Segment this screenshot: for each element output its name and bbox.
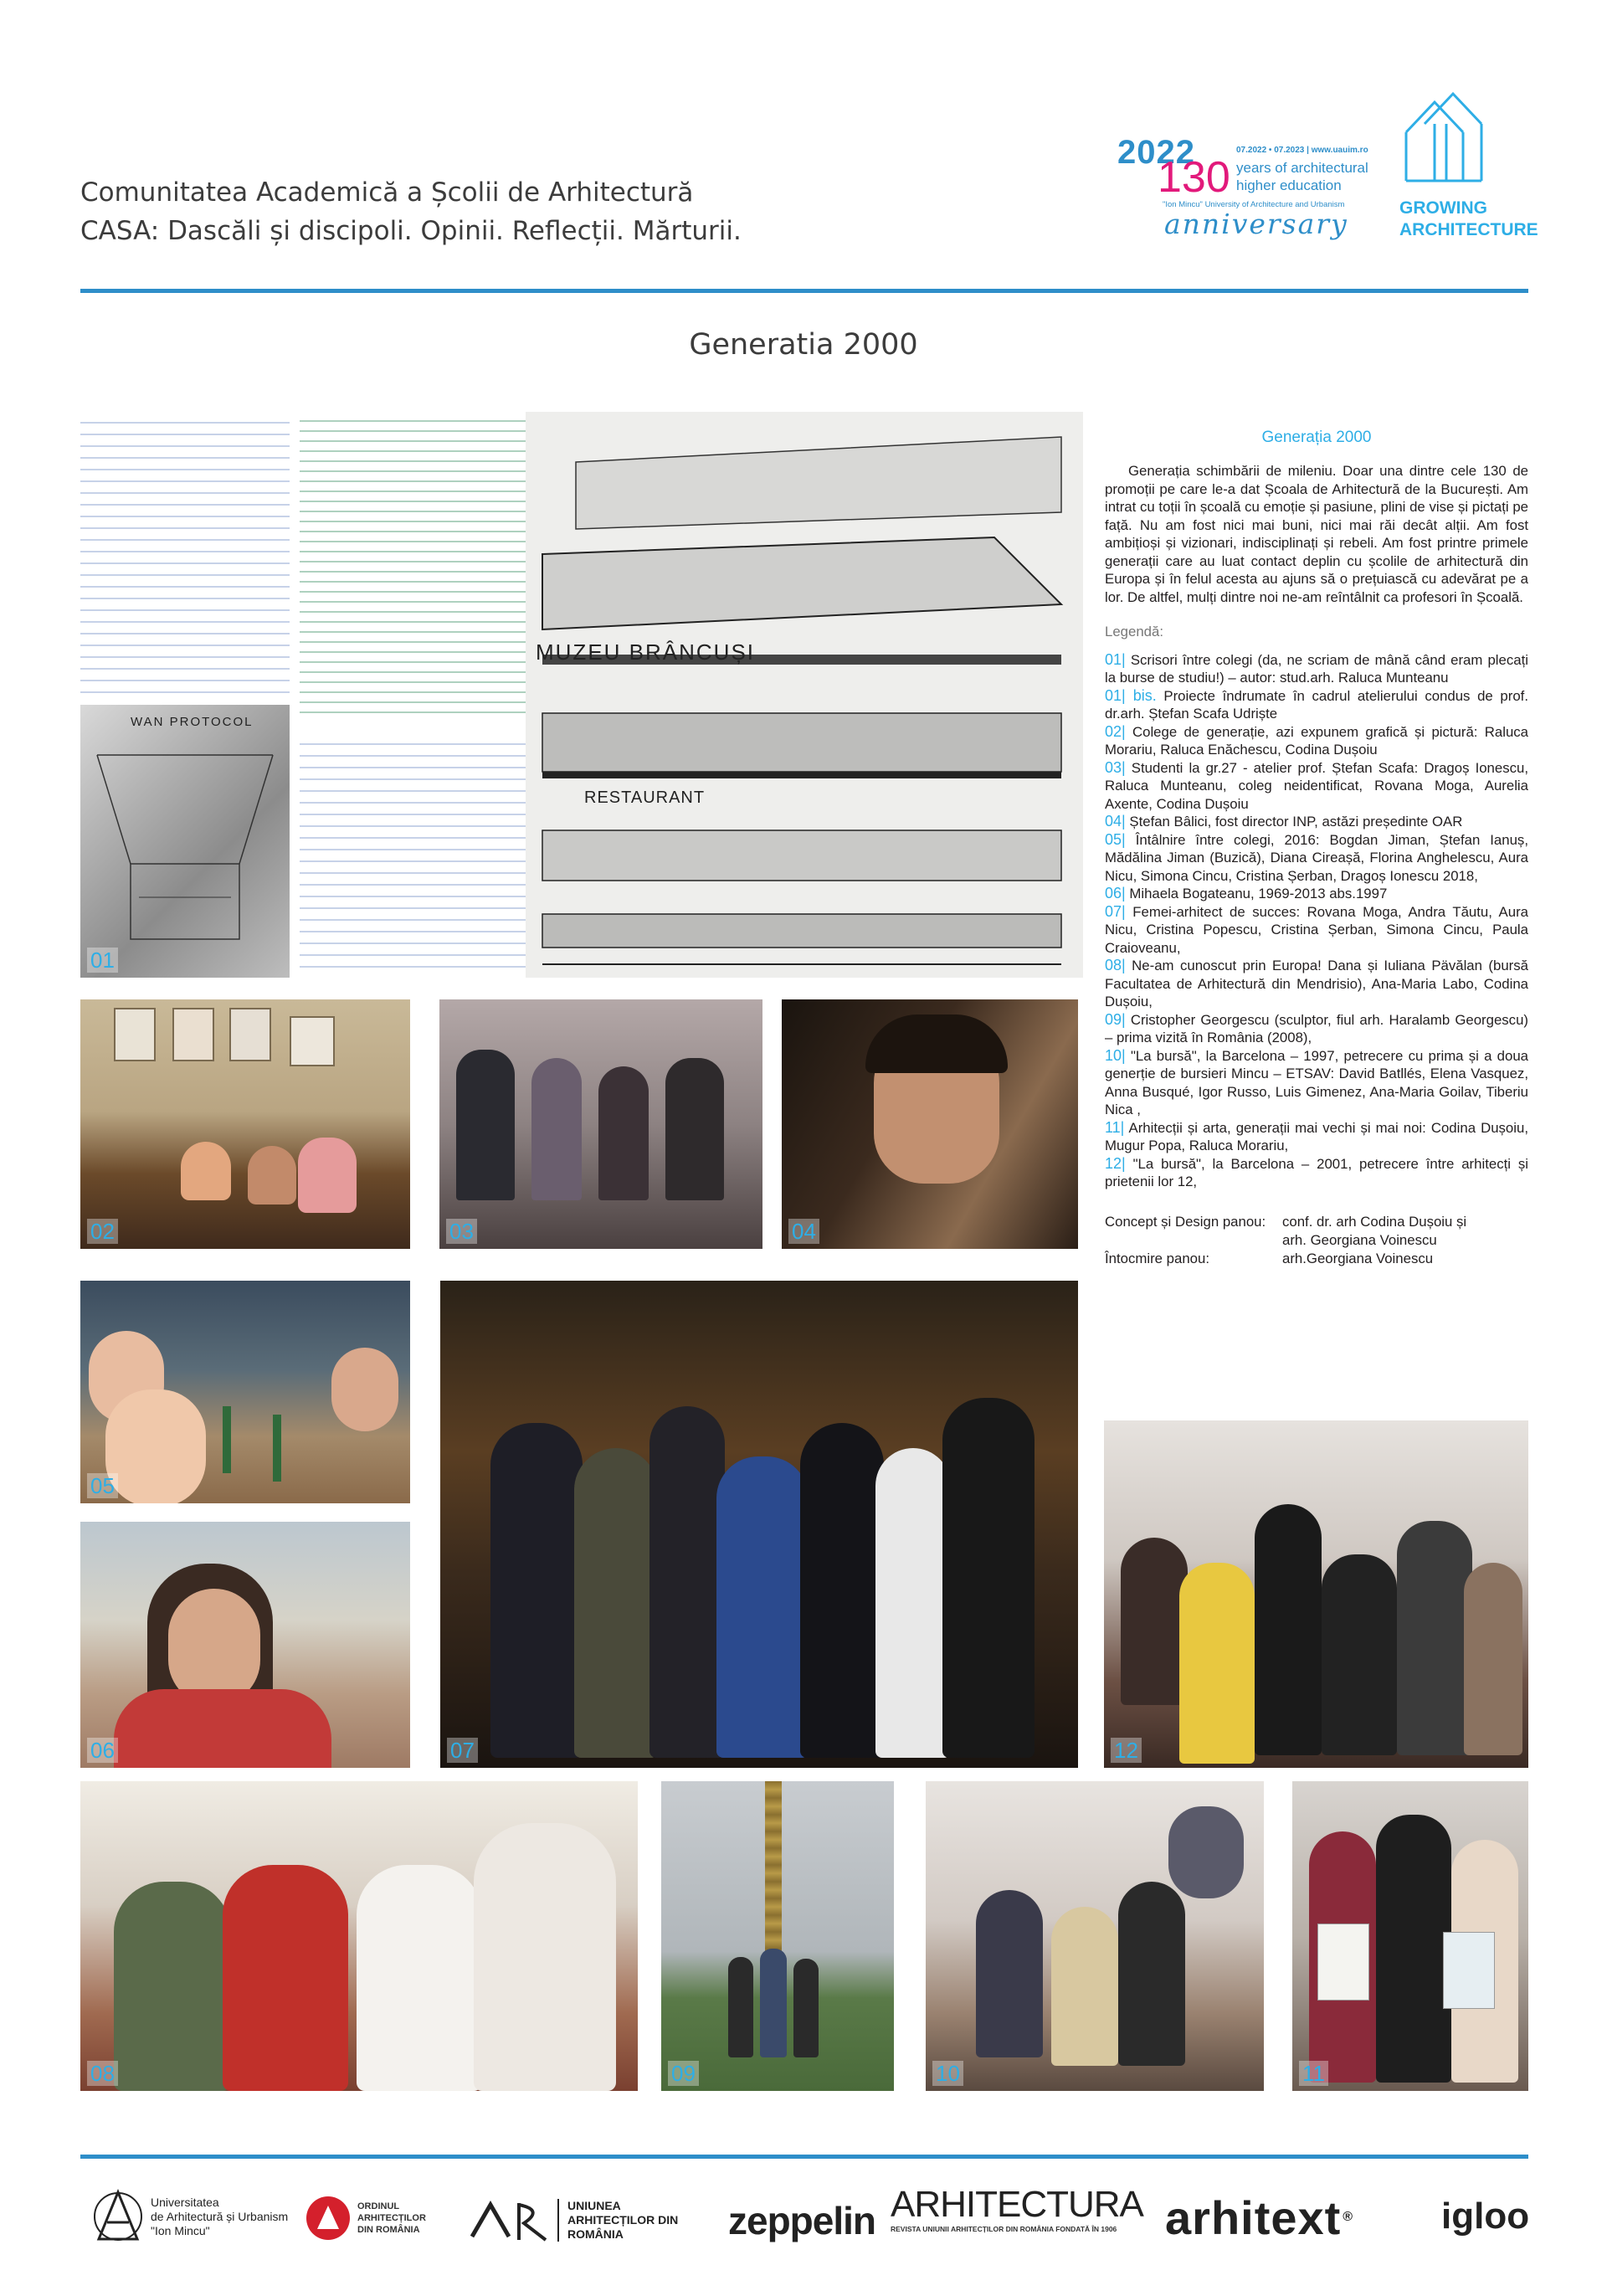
person	[665, 1058, 724, 1200]
person	[574, 1448, 658, 1758]
person	[1397, 1521, 1472, 1755]
photo-08	[80, 1781, 638, 2091]
framed-picture	[114, 1008, 156, 1061]
igloo-logo: igloo	[1441, 2196, 1530, 2237]
person	[490, 1423, 583, 1758]
credit-row	[1105, 1231, 1528, 1250]
scarf	[114, 1689, 331, 1768]
uauim-line: de Arhitectură și Urbanism	[151, 2209, 289, 2223]
handwritten-letter-2	[300, 412, 527, 718]
photo-04	[782, 999, 1078, 1249]
person	[223, 1865, 348, 2091]
legend-number: 07|	[1105, 902, 1126, 920]
legend-item	[1105, 759, 1528, 814]
person	[248, 1146, 296, 1205]
person	[760, 1949, 787, 2057]
legend-number: 02|	[1105, 722, 1126, 740]
credit-key	[1105, 1231, 1282, 1250]
registered-icon: ®	[1343, 2210, 1354, 2224]
photo-09	[661, 1781, 894, 2091]
person	[474, 1823, 616, 2091]
legend-number: 04|	[1105, 813, 1126, 830]
photo-11	[1292, 1781, 1528, 2091]
anniversary-line2: higher education	[1236, 177, 1342, 193]
person	[942, 1398, 1035, 1758]
legend-text: Ne-am cunoscut prin Europa! Dana și Iuliana Pävălan (bursă Facultatea de Arhitectură din Mendrisio), Ana-Maria Labo, Codina Dușoiu,	[1105, 958, 1528, 1009]
photo-number: 03	[446, 1219, 477, 1244]
legend-item	[1105, 903, 1528, 958]
legend-number: 06|	[1105, 885, 1126, 901]
person	[1255, 1504, 1322, 1755]
legend-text: "La bursă", la Barcelona – 1997, petrecere cu prima și a doua generție de bursieri Mincu – ETSAV: David Batllés, Elena Vasquez, Anna Busqué, Igor Russo, Luis Gimenez, Ana-Maria Goilav, Tiberiu Nica ,	[1105, 1047, 1528, 1117]
photo-number: 11	[1299, 2061, 1328, 2086]
oar-line: DIN ROMÂNIA	[357, 2225, 420, 2235]
photo-01	[80, 412, 1083, 978]
oar-line: ARHITECȚILOR	[357, 2213, 426, 2223]
person	[1376, 1815, 1451, 2083]
uar-line: UNIUNEA	[567, 2198, 621, 2212]
legend-number: 08|	[1105, 957, 1126, 973]
credit-key: Întocmire panou:	[1105, 1250, 1209, 1266]
photo-number: 08	[87, 2061, 118, 2086]
interior-sketch	[80, 705, 290, 978]
person	[1464, 1563, 1522, 1755]
credits	[1105, 1213, 1528, 1268]
oar-name	[357, 2201, 426, 2236]
arhitext-wordmark: arhitext	[1165, 2191, 1342, 2244]
legend-item	[1105, 1047, 1528, 1119]
hair	[865, 1014, 1008, 1073]
uar-line: ROMÂNIA	[567, 2227, 624, 2241]
legend-text: Ștefan Bâlici, fost director INP, astăzi președinte OAR	[1129, 814, 1463, 830]
anniversary-script: anniversary	[1164, 208, 1348, 240]
legend-text: Arhitecții și arta, generații mai vechi și mai noi: Codina Dușoiu, Mugur Popa, Raluca Morariu,	[1105, 1119, 1528, 1153]
header-line-2: CASA: Dascăli și discipoli. Opinii. Reflecții. Mărturii.	[80, 216, 742, 246]
person	[598, 1066, 649, 1200]
panel-intro: Generația schimbării de mileniu. Doar una dintre cele 130 de promoții pe care le-a dat Școala de Arhitectură de la București. Am intrat cu toții în școală cu emoție și pasiune, plini de vise și pictați pe față. Nu am fost nici mai buni, nici mai răi decât alții. Am fost ambițioși și vizionari, indisciplinați și rebeli. Am fost printre primele generații care au luat contact deplin cu școlile de arhitectură din Europa și în felul acesta au ajuns să o prețuiască cu adevărat pe a lor. De altfel, mulți dintre noi ne-am reîntâlnit ca profesori în Școală.	[1105, 463, 1528, 605]
artwork	[1443, 1932, 1495, 2009]
photo-number: 12	[1111, 1738, 1142, 1763]
legend-text: Studenti la gr.27 - atelier prof. Ștefan Scafa: Dragoș Ionescu, Raluca Munteanu, coleg neidentificat, Rovana Moga, Aurelia Axente, Codina Dușoiu	[1105, 759, 1529, 812]
person	[1121, 1538, 1188, 1705]
arhitext-logo	[1165, 2188, 1353, 2247]
person	[800, 1423, 884, 1758]
drawing-label-restaurant: RESTAURANT	[584, 788, 706, 807]
footer-divider	[80, 2155, 1528, 2159]
anniversary-number: 130	[1158, 153, 1230, 202]
framed-picture	[290, 1016, 335, 1066]
legend-item	[1105, 831, 1528, 886]
person	[1118, 1882, 1185, 2066]
legend-text: Femei-arhitect de succes: Rovana Moga, Andra Tăutu, Aura Nicu, Cristina Popescu, Cristina Șerban, Simona Cincu, Paula Craioveanu,	[1105, 903, 1528, 956]
person	[1051, 1907, 1118, 2066]
credit-value: arh. Georgiana Voinescu	[1282, 1231, 1437, 1248]
anniversary-line3: "Ion Mincu" University of Architecture and Urbanism	[1163, 200, 1345, 209]
uauim-name	[151, 2196, 288, 2238]
photo-12	[1104, 1420, 1528, 1768]
legend-number: 01|	[1105, 650, 1126, 668]
photo-10	[926, 1781, 1264, 2091]
photo-06	[80, 1522, 410, 1768]
anniversary-line1: years of architectural	[1236, 160, 1368, 176]
person	[728, 1957, 753, 2057]
page-title: Generatia 2000	[689, 328, 918, 362]
legend-text: Cristopher Georgescu (sculptor, fiul arh. Haralamb Georgescu) – prima vizită în România (2008),	[1105, 1011, 1528, 1045]
legend-item	[1105, 1011, 1528, 1047]
photo-02	[80, 999, 410, 1249]
photo-number: 04	[788, 1219, 819, 1244]
handwritten-letter-3	[300, 733, 527, 978]
uauim-line: Universitatea	[151, 2195, 219, 2209]
uauim-line: "Ion Mincu"	[151, 2223, 210, 2237]
photo-number: 06	[87, 1738, 118, 1763]
person	[298, 1138, 357, 1213]
anniversary-logo	[1117, 134, 1385, 251]
person	[357, 1865, 482, 2091]
legend-text: Proiecte îndrumate în cadrul atelierului condus de prof. dr.arh. Ștefan Scafa Udriște	[1105, 687, 1528, 722]
legend-number: 01| bis.	[1105, 686, 1157, 704]
photo-number: 07	[447, 1738, 478, 1763]
bottle	[223, 1406, 231, 1473]
uauim-logo	[92, 2186, 288, 2247]
person	[114, 1882, 231, 2091]
person	[793, 1959, 819, 2057]
legend-number: 10|	[1105, 1046, 1126, 1064]
legend-item	[1105, 687, 1528, 723]
face	[168, 1589, 260, 1706]
growing-architecture-logo	[1399, 90, 1491, 182]
sketch-lines	[80, 705, 290, 978]
legend-text: Mihaela Bogateanu, 1969-2013 abs.1997	[1129, 886, 1388, 901]
person	[875, 1448, 951, 1758]
person	[456, 1050, 515, 1200]
bottle	[273, 1415, 281, 1482]
anniversary-year: 2022	[1117, 134, 1195, 171]
photo-07	[440, 1281, 1078, 1768]
photo-number: 05	[87, 1473, 118, 1498]
panel-title: Generația 2000	[1261, 429, 1372, 446]
photo-number: 10	[932, 2061, 963, 2086]
legend-item	[1105, 1155, 1528, 1191]
face	[105, 1389, 206, 1503]
handwritten-letter-1	[80, 412, 290, 696]
person	[1179, 1563, 1255, 1764]
framed-picture	[172, 1008, 214, 1061]
credit-row	[1105, 1250, 1528, 1268]
wan-label: WAN PROTOCOL	[131, 715, 254, 729]
legend-list	[1105, 651, 1528, 1191]
person	[181, 1142, 231, 1200]
legend-item	[1105, 723, 1528, 759]
photo-03	[439, 999, 762, 1249]
legend-item	[1105, 1119, 1528, 1155]
anniversary-dates: 07.2022 • 07.2023 | www.uauim.ro	[1236, 146, 1368, 155]
person	[1168, 1806, 1244, 1898]
legend-text: Întâlnire între colegi, 2016: Bogdan Jiman, Ștefan Ianuș, Mădălina Jiman (Buzică), Diana Cireașă, Florina Anghelescu, Aura Nicu, Simona Cincu, Cristina Șerban, Dragoș Ionescu 2018,	[1105, 831, 1528, 884]
uar-line: ARHITECȚILOR DIN	[567, 2212, 679, 2227]
legend-number: 12|	[1105, 1154, 1126, 1172]
photo-number: 01	[87, 948, 118, 973]
growing-word: GROWING	[1399, 198, 1487, 218]
header-divider	[80, 289, 1528, 293]
arhitectura-wordmark: ARHITECTURA	[891, 2184, 1143, 2225]
person	[531, 1058, 582, 1200]
artwork	[1317, 1924, 1369, 2001]
legend-number: 03|	[1105, 758, 1126, 776]
credit-row	[1105, 1213, 1528, 1231]
legend-item	[1105, 813, 1528, 831]
zeppelin-logo: zeppelin	[728, 2199, 876, 2242]
uauim-emblem-icon	[92, 2187, 144, 2246]
drawing-linework	[526, 412, 1083, 978]
person	[716, 1456, 809, 1758]
face	[331, 1348, 398, 1431]
oar-line: ORDINUL	[357, 2201, 400, 2211]
person	[649, 1406, 725, 1758]
uar-name	[557, 2199, 678, 2242]
legend-number: 05|	[1105, 830, 1126, 848]
arhitectura-logo	[891, 2184, 1143, 2233]
arhitectura-subtitle: REVISTA UNIUNII ARHITECȚILOR DIN ROMÂNIA FONDATĂ ÎN 1906	[891, 2225, 1117, 2233]
framed-picture	[229, 1008, 271, 1061]
legend-label: Legendă:	[1105, 624, 1163, 639]
legend-text: "La bursă", la Barcelona – 2001, petrecere între arhitecți și prietenii lor 12,	[1105, 1155, 1528, 1189]
photo-number: 09	[668, 2061, 699, 2086]
house-outline-icon	[1399, 90, 1491, 182]
legend-item	[1105, 885, 1528, 903]
photo-number: 02	[87, 1219, 118, 1244]
legend-item	[1105, 957, 1528, 1011]
person	[1322, 1554, 1397, 1755]
header-line-1: Comunitatea Academică a Școlii de Arhitectură	[80, 177, 694, 208]
person	[976, 1890, 1043, 2057]
oar-emblem-icon	[305, 2196, 351, 2241]
legend-number: 11|	[1105, 1118, 1125, 1136]
drawing-label-muzeu: MUZEU BRÂNCUȘI	[536, 639, 756, 665]
uar-logo	[469, 2195, 678, 2245]
architectural-drawing	[526, 412, 1083, 978]
legend-text: Scrisori între colegi (da, ne scriam de mână când eram plecați la burse de studiu!) – autor: stud.arh. Raluca Munteanu	[1105, 651, 1528, 686]
legend-text: Colege de generație, azi expunem grafică și pictură: Raluca Morariu, Raluca Enăchescu, Codina Dușoiu	[1105, 723, 1528, 758]
architecture-word: ARCHITECTURE	[1399, 220, 1538, 239]
photo-05	[80, 1281, 410, 1503]
credit-key: Concept și Design panou:	[1105, 1213, 1266, 1230]
legend-panel	[1105, 429, 1528, 1268]
credit-value: conf. dr. arh Codina Dușoiu și	[1282, 1213, 1467, 1230]
legend-number: 09|	[1105, 1010, 1126, 1028]
uar-emblem-icon	[469, 2198, 552, 2242]
growing-text	[1399, 198, 1538, 241]
legend-item	[1105, 651, 1528, 687]
credit-value: arh.Georgiana Voinescu	[1282, 1250, 1434, 1266]
oar-logo	[305, 2195, 426, 2242]
